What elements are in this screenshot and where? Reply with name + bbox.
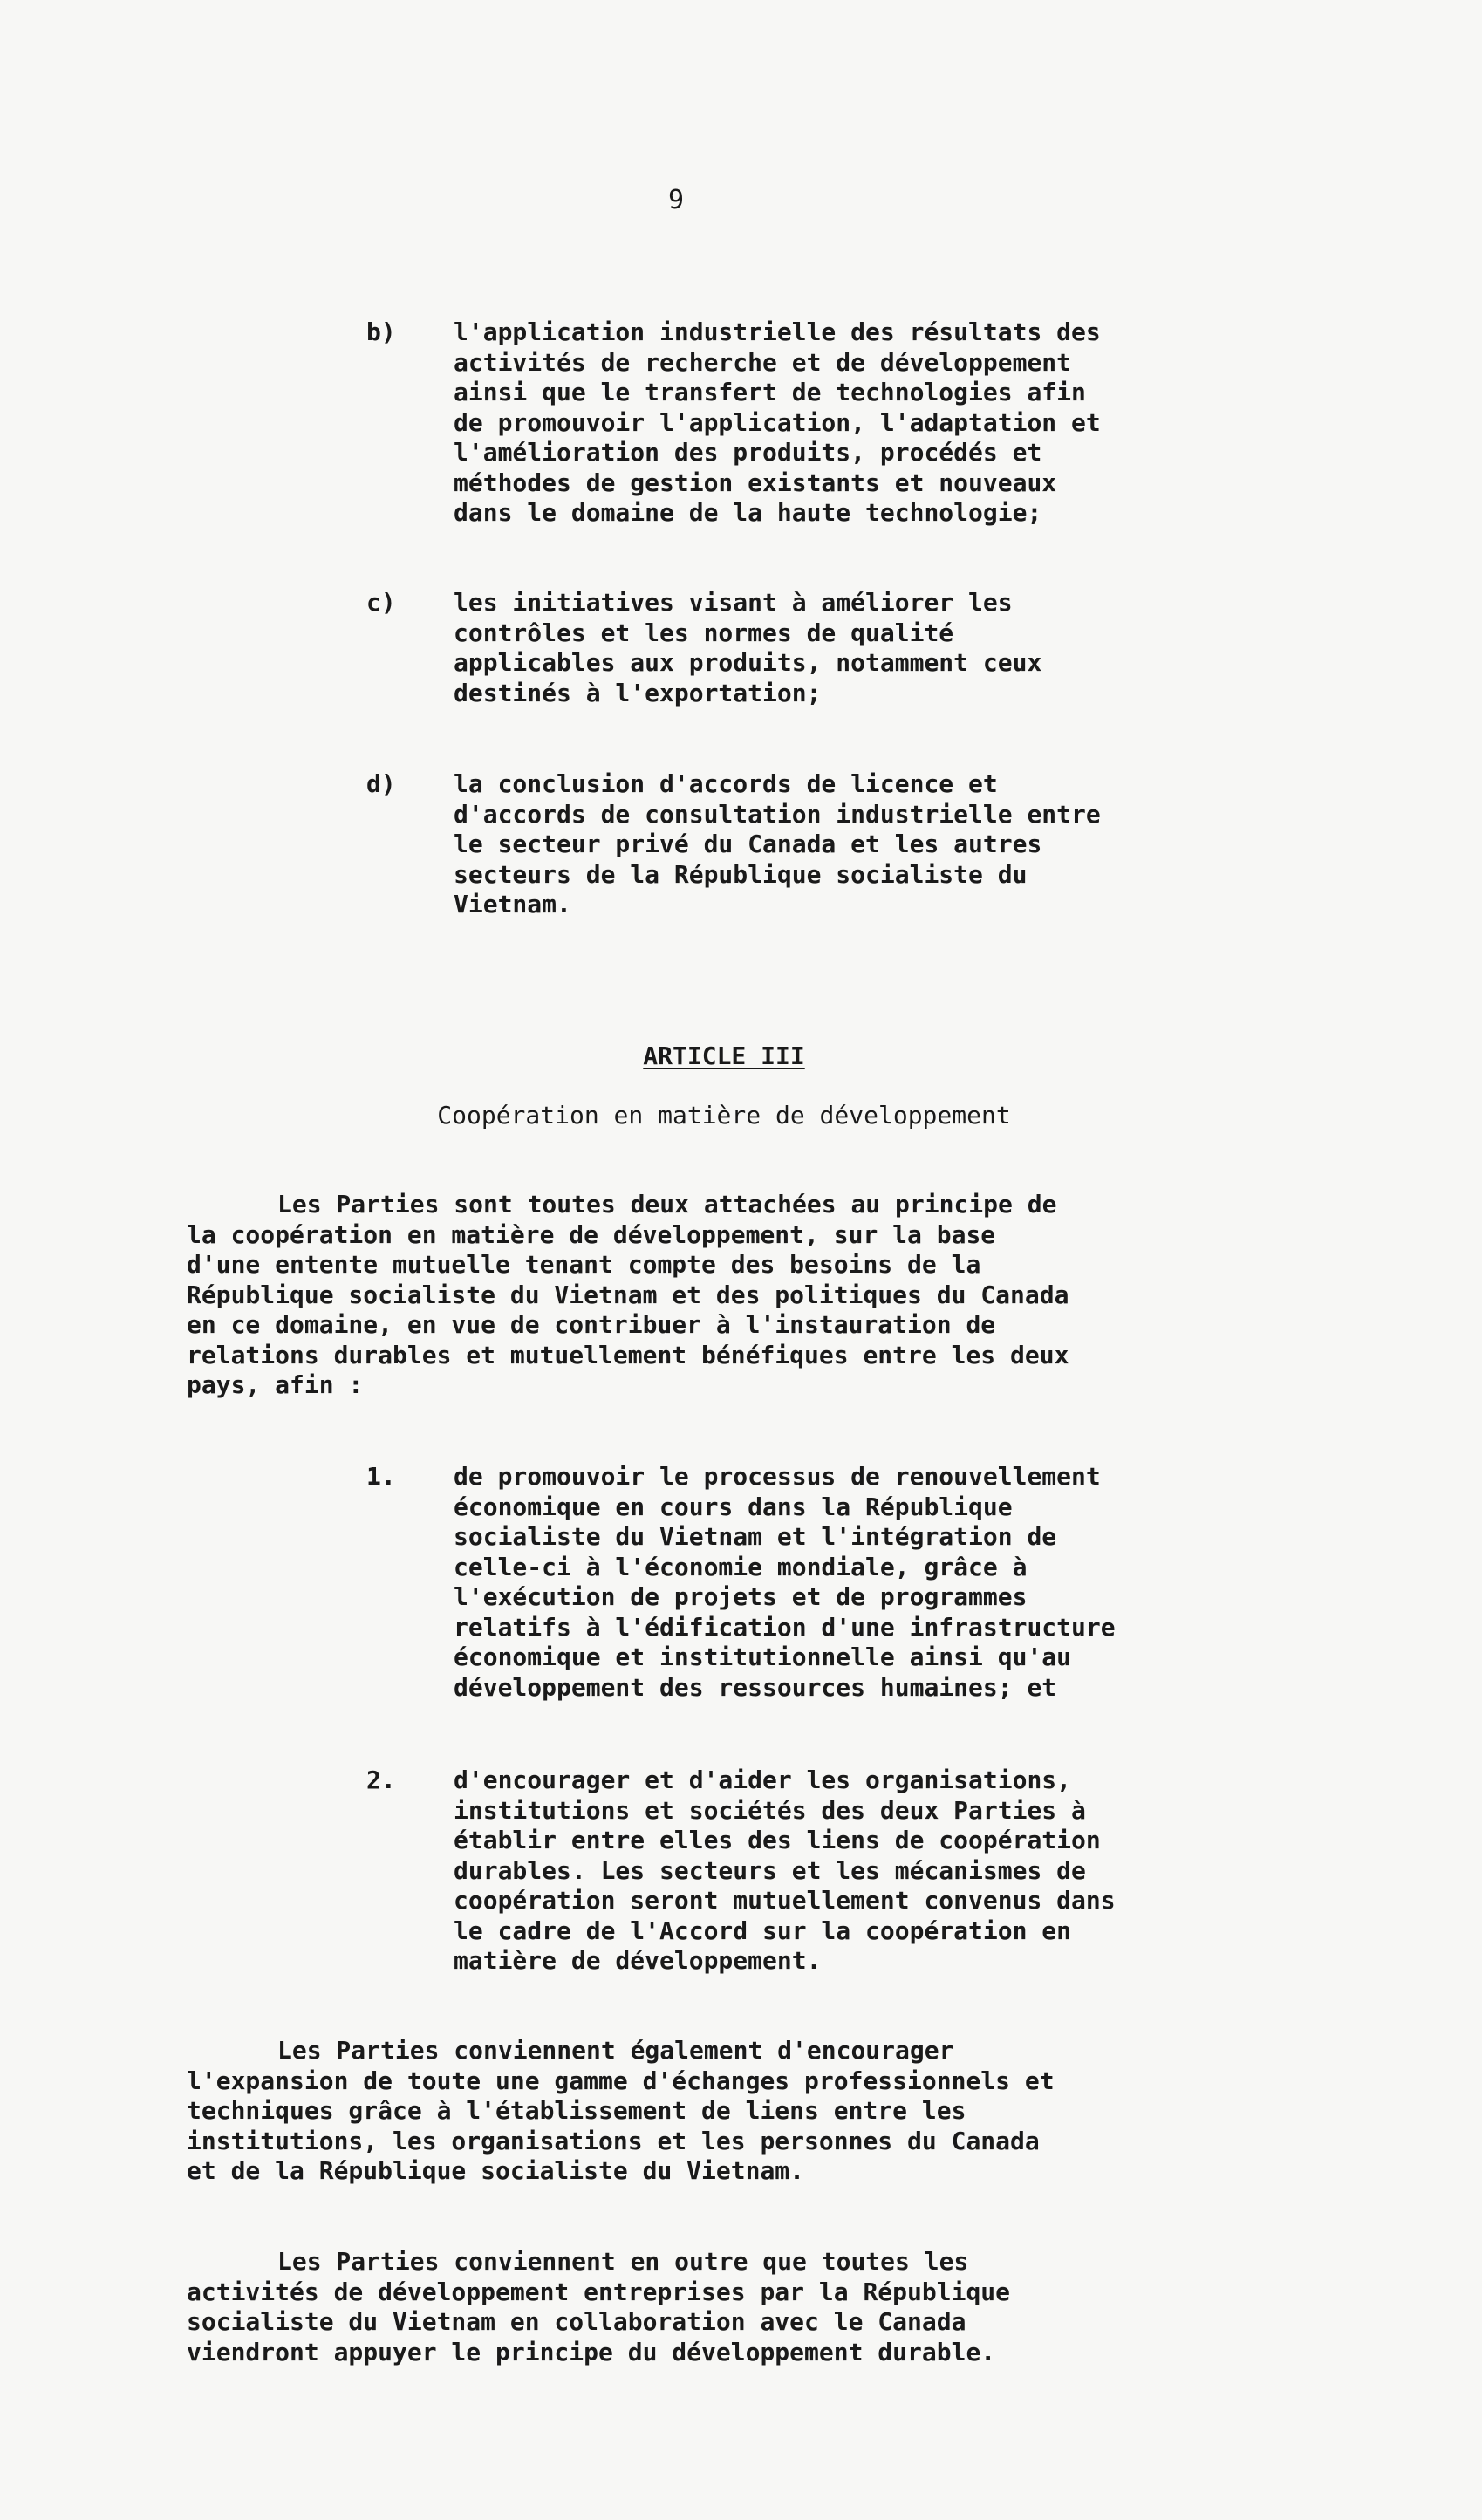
text-line: d'une entente mutuelle tenant compte des besoins de la (187, 1250, 981, 1279)
text-line: socialiste du Vietnam et l'intégration de (454, 1522, 1057, 1551)
list-marker: d) (366, 769, 396, 798)
list-marker: c) (366, 588, 396, 617)
text-line: économique en cours dans la République (454, 1492, 1013, 1521)
list-marker: 1. (366, 1462, 396, 1491)
paragraph-sustainable (187, 2247, 1321, 2367)
text-line: de promouvoir l'application, l'adaptation et (454, 407, 1101, 437)
text-line: destinés à l'exportation; (454, 678, 822, 707)
text-line: techniques grâce à l'établissement de liens entre les (187, 2096, 966, 2125)
paragraph-exchanges (187, 2036, 1321, 2187)
text-line: durables. Les secteurs et les mécanismes de (454, 1855, 1086, 1885)
text-line: les initiatives visant à améliorer les (454, 588, 1013, 617)
text-line: institutions, les organisations et les personnes du Canada (187, 2126, 1040, 2155)
text-line: de promouvoir le processus de renouvellement (454, 1462, 1101, 1491)
text-line: République socialiste du Vietnam et des politiques du Canada (187, 1280, 1069, 1309)
text-line: la conclusion d'accords de licence et (454, 769, 998, 798)
text-line: l'amélioration des produits, procédés et (454, 438, 1042, 467)
text-line: Les Parties conviennent en outre que toutes les (277, 2247, 969, 2276)
text-line: secteurs de la République socialiste du (454, 859, 1028, 889)
article-subtitle: Coopération en matière de développement (437, 1101, 1011, 1130)
text-line: d'accords de consultation industrielle entre (454, 799, 1101, 829)
text-line: contrôles et les normes de qualité (454, 618, 954, 647)
text-line: et de la République socialiste du Vietnam. (187, 2156, 805, 2185)
text-line: activités de recherche et de développement (454, 347, 1072, 377)
text-line: le secteur privé du Canada et les autres (454, 830, 1042, 858)
text-line: relatifs à l'édification d'une infrastructure (454, 1612, 1116, 1642)
text-line: pays, afin : (187, 1370, 364, 1399)
text-line: économique et institutionnelle ainsi qu'au (454, 1642, 1072, 1671)
text-line: matière de développement. (454, 1946, 822, 1975)
list-item-text (454, 769, 1101, 920)
text-line: applicables aux produits, notamment ceux (454, 648, 1042, 677)
text-line: le cadre de l'Accord sur la coopération en (454, 1916, 1072, 1945)
list-item-text (454, 318, 1101, 529)
text-line: établir entre elles des liens de coopération (454, 1826, 1101, 1854)
text-line: l'application industrielle des résultats des (454, 318, 1101, 346)
text-line: viendront appuyer le principe du développement durable. (187, 2337, 996, 2366)
intro-paragraph (187, 1190, 1321, 1401)
text-line: relations durables et mutuellement bénéfiques entre les deux (187, 1340, 1069, 1369)
text-line: Les Parties conviennent également d'encourager (277, 2036, 954, 2065)
text-line: d'encourager et d'aider les organisations, (454, 1765, 1072, 1794)
text-line: institutions et sociétés des deux Parties à (454, 1795, 1086, 1825)
text-line: activités de développement entreprises par la République (187, 2277, 1011, 2306)
text-line: Vietnam. (454, 890, 571, 919)
list-marker: b) (366, 318, 396, 346)
text-line: Les Parties sont toutes deux attachées au principe de (277, 1190, 1057, 1219)
text-line: en ce domaine, en vue de contribuer à l'instauration de (187, 1310, 996, 1339)
page-number: 9 (667, 185, 685, 215)
text-line: ainsi que le transfert de technologies afin (454, 378, 1086, 406)
text-line: développement des ressources humaines; et (454, 1672, 1057, 1702)
text-line: l'exécution de projets et de programmes (454, 1582, 1028, 1611)
text-line: la coopération en matière de développement, sur la base (187, 1219, 996, 1249)
list-marker: 2. (366, 1765, 396, 1794)
list-item-text (454, 588, 1041, 708)
text-line: dans le domaine de la haute technologie; (454, 498, 1042, 527)
text-line: celle-ci à l'économie mondiale, grâce à (454, 1552, 1028, 1581)
list-item-text (454, 1765, 1116, 1977)
text-line: l'expansion de toute une gamme d'échanges professionnels et (187, 2066, 1055, 2095)
text-line: socialiste du Vietnam en collaboration avec le Canada (187, 2307, 966, 2336)
article-title: ARTICLE III (643, 1041, 805, 1070)
text-line: coopération seront mutuellement convenus dans (454, 1886, 1116, 1915)
list-item-text (454, 1462, 1116, 1703)
text-line: méthodes de gestion existants et nouveaux (454, 468, 1057, 497)
